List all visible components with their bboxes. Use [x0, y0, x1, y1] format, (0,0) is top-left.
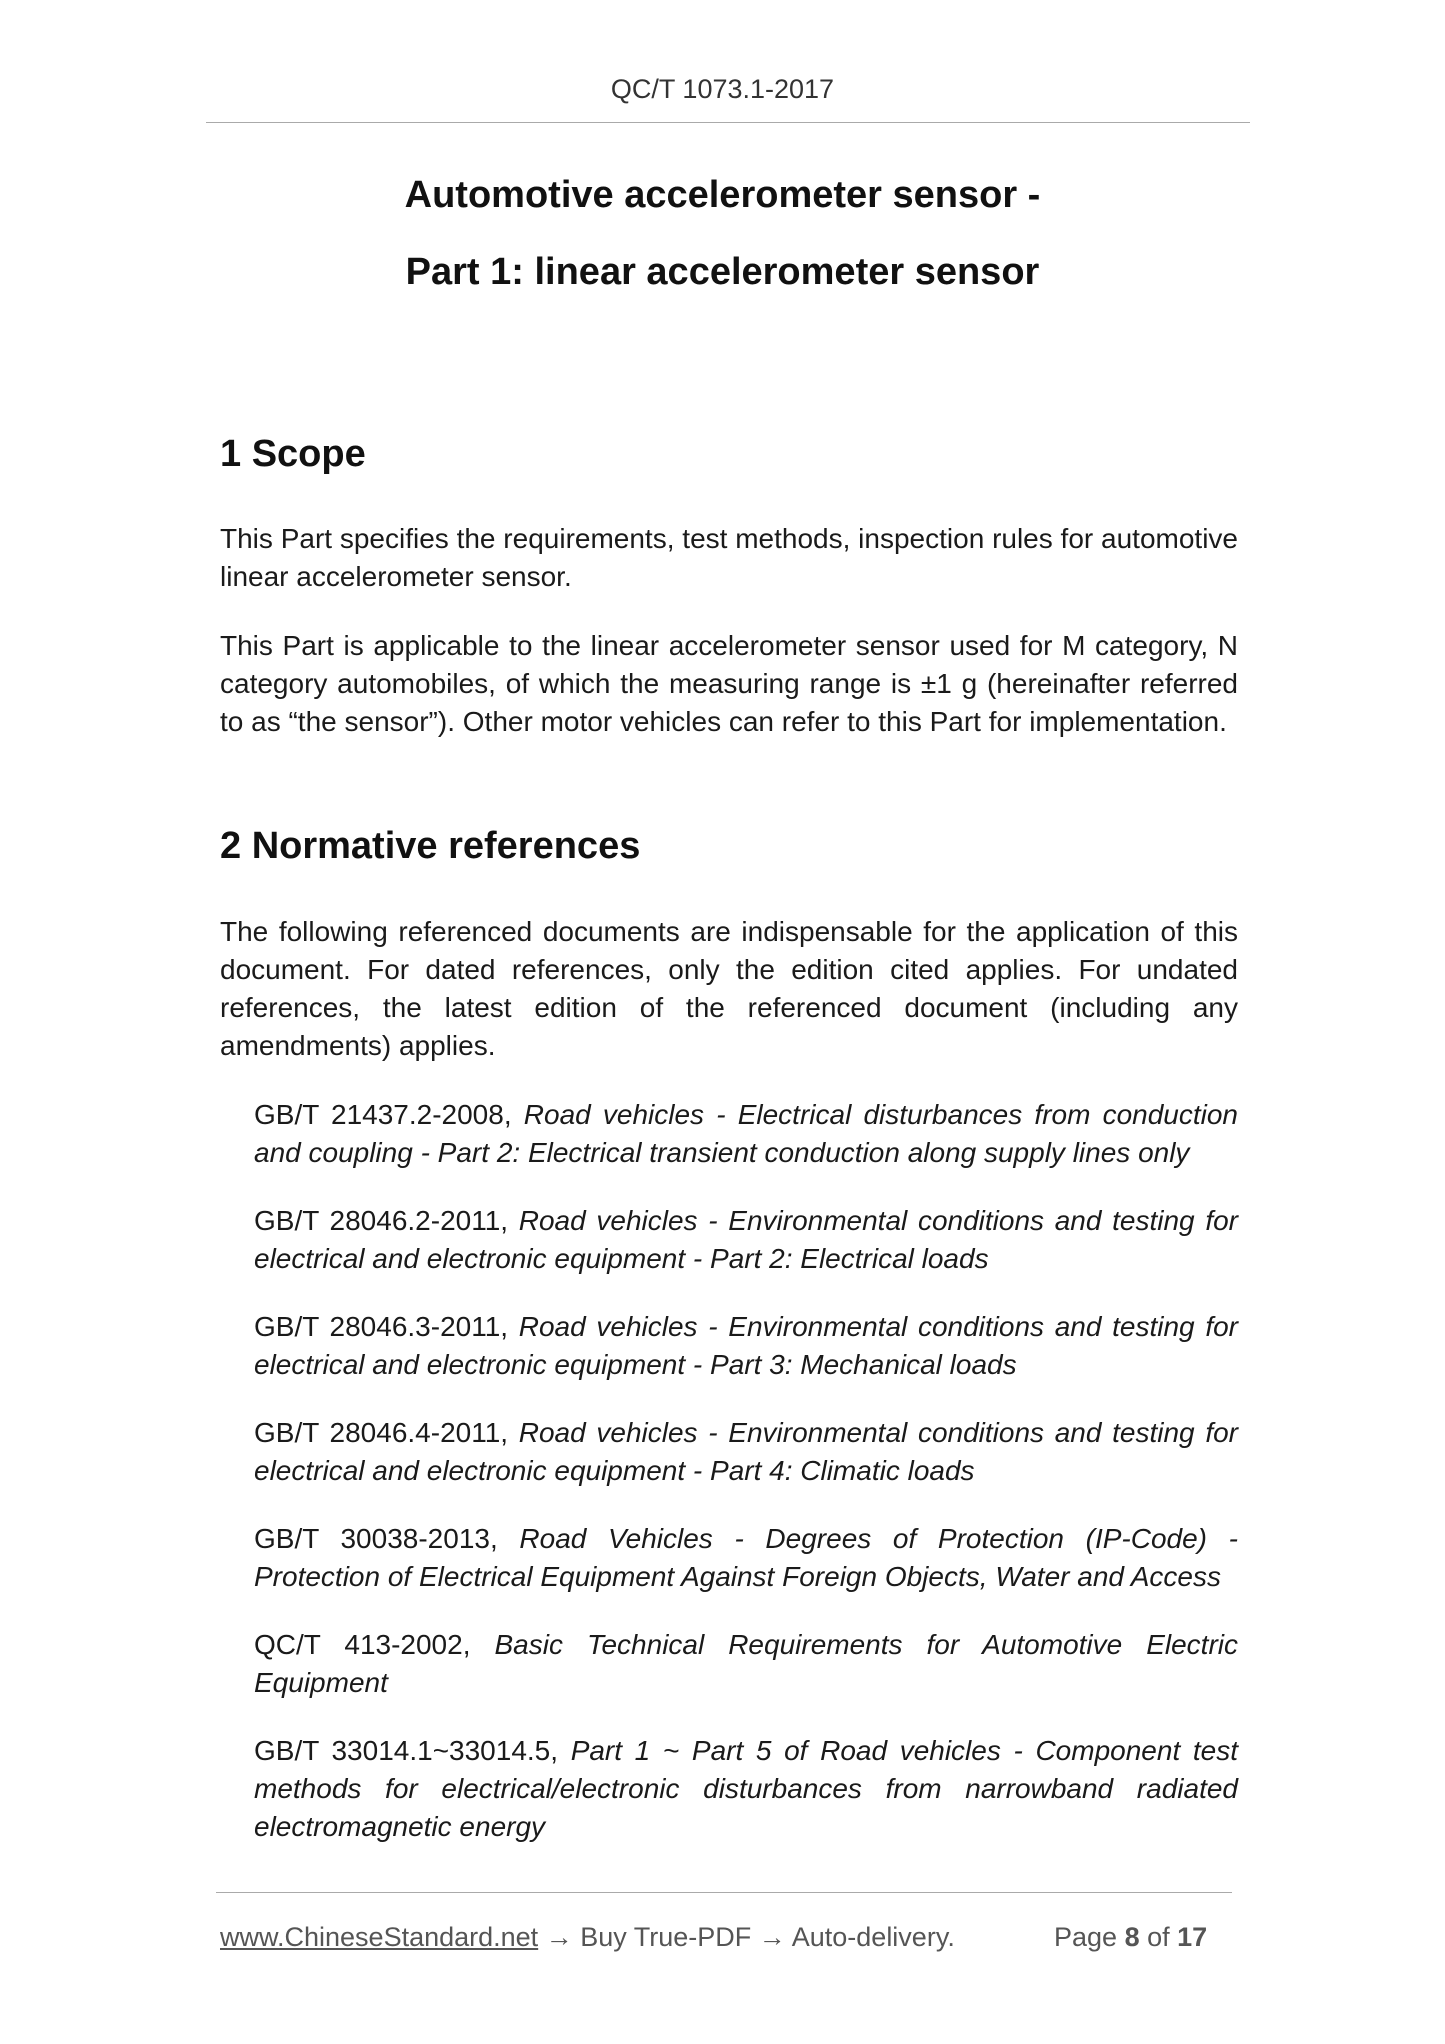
reference-title: Road vehicles - Environmental conditions and testing for electrical and electronic equipment - Part 2: Electrical loads — [254, 1205, 1239, 1274]
section-heading-scope: 1 Scope — [220, 433, 366, 475]
reference-item — [254, 1626, 1238, 1702]
page-of-label: of — [1139, 1922, 1178, 1952]
page-total: 17 — [1177, 1922, 1208, 1952]
page-indicator — [1054, 1922, 1207, 1953]
reference-title: Road vehicles - Electrical disturbances from conduction and coupling - Part 2: Electrical transient conduction along supply lines only — [254, 1099, 1238, 1168]
reference-item — [254, 1732, 1238, 1846]
reference-item — [254, 1096, 1238, 1172]
website-link[interactable]: www.ChineseStandard.net — [220, 1922, 539, 1952]
reference-title: Road vehicles - Environmental conditions and testing for electrical and electronic equipment - Part 3: Mechanical loads — [254, 1311, 1239, 1380]
reference-title: Part 1 ~ Part 5 of Road vehicles - Component test methods for electrical/electronic disturbances from narrowband radiated electromagnetic energy — [254, 1735, 1238, 1842]
reference-item — [254, 1202, 1238, 1278]
footer-promo-text: → Buy True-PDF → Auto-delivery. — [538, 1922, 955, 1952]
reference-code: QC/T 413-2002, — [254, 1629, 495, 1660]
reference-title: Road Vehicles - Degrees of Protection (IP-Code) - Protection of Electrical Equipment Against Foreign Objects, Water and Access — [254, 1523, 1238, 1592]
page-current: 8 — [1124, 1922, 1140, 1952]
header-doc-id: QC/T 1073.1-2017 — [610, 74, 835, 104]
footer-promo — [220, 1922, 955, 1953]
scope-paragraph-1: This Part specifies the requirements, test methods, inspection rules for automotive linear accelerometer sensor. — [220, 523, 1238, 592]
normative-intro-paragraph: The following referenced documents are indispensable for the application of this document. For dated references, only the edition cited applies. For undated references, the latest edition of the referenced document (including any amendments) applies. — [220, 916, 1238, 1061]
document-title-line1: Automotive accelerometer sensor - — [404, 174, 1041, 216]
reference-title: Road vehicles - Environmental conditions and testing for electrical and electronic equipment - Part 4: Climatic loads — [254, 1417, 1239, 1486]
reference-code: GB/T 28046.4-2011, — [254, 1417, 519, 1448]
section-heading-normative-references: 2 Normative references — [220, 825, 641, 867]
reference-code: GB/T 21437.2-2008, — [254, 1099, 524, 1130]
reference-code: GB/T 30038-2013, — [254, 1523, 520, 1554]
reference-code: GB/T 28046.3-2011, — [254, 1311, 519, 1342]
header-divider — [206, 122, 1250, 123]
reference-item — [254, 1520, 1238, 1596]
reference-item — [254, 1414, 1238, 1490]
reference-title: Basic Technical Requirements for Automotive Electric Equipment — [254, 1629, 1238, 1698]
page-label: Page — [1054, 1922, 1125, 1952]
reference-code: GB/T 33014.1~33014.5, — [254, 1735, 571, 1766]
reference-code: GB/T 28046.2-2011, — [254, 1205, 519, 1236]
reference-item — [254, 1308, 1238, 1384]
footer-divider — [216, 1892, 1232, 1893]
reference-list — [254, 1096, 1238, 1876]
scope-paragraph-2: This Part is applicable to the linear accelerometer sensor used for M category, N category automobiles, of which the measuring range is ±1 g (hereinafter referred to as “the sensor”). Other motor vehicles can refer to this Part for implementation. — [220, 630, 1238, 737]
document-title-line2: Part 1: linear accelerometer sensor — [405, 251, 1040, 293]
